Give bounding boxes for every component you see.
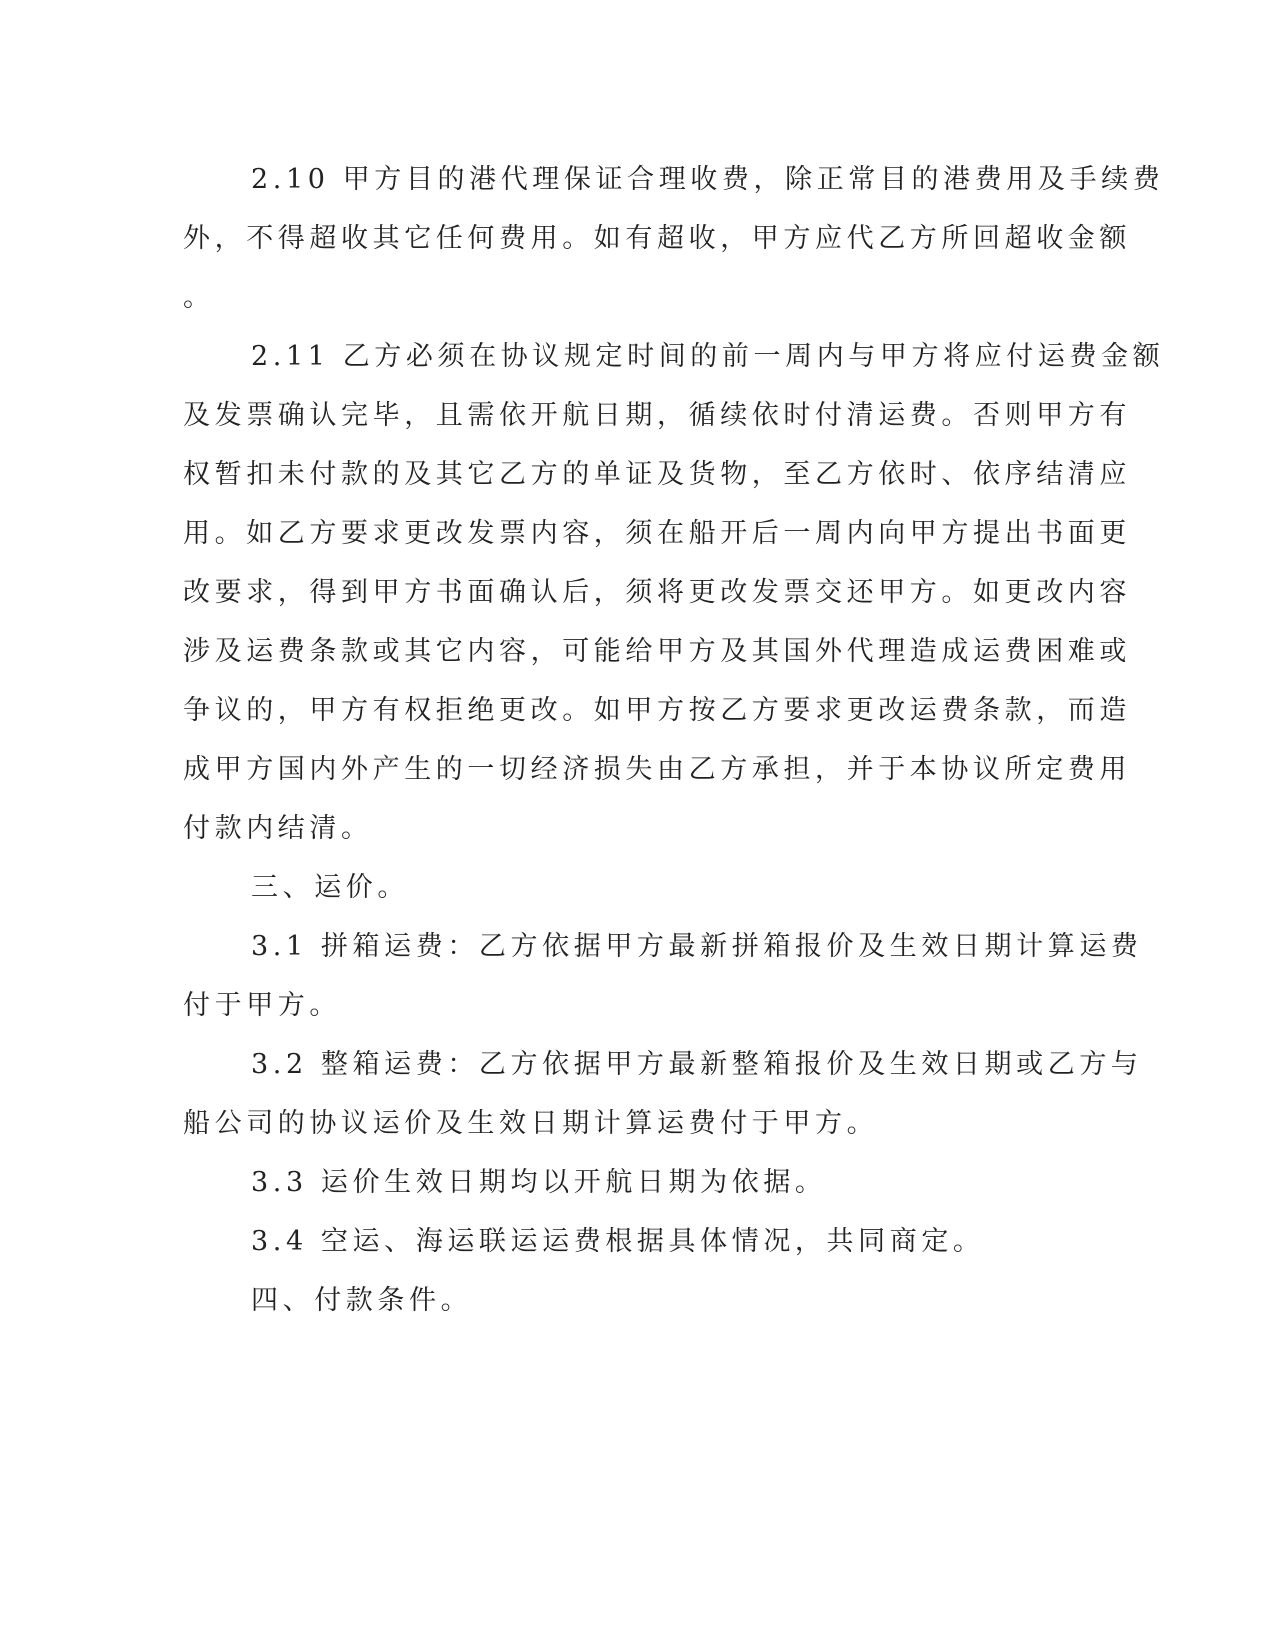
text-line: 2.10 甲方目的港代理保证合理收费，除正常目的港费用及手续费	[251, 164, 1165, 195]
text-line: 成甲方国内外产生的一切经济损失由乙方承担，并于本协议所定费用	[183, 754, 1131, 785]
text-line: 涉及运费条款或其它内容，可能给甲方及其国外代理造成运费困难或	[183, 636, 1131, 667]
text-line: 改要求，得到甲方书面确认后，须将更改发票交还甲方。如更改内容	[183, 577, 1131, 608]
text-line: 及发票确认完毕，且需依开航日期，循续依时付清运费。否则甲方有	[183, 400, 1131, 431]
text-line: 3.4 空运、海运联运运费根据具体情况，共同商定。	[251, 1226, 985, 1257]
text-line: 船公司的协议运价及生效日期计算运费付于甲方。	[183, 1108, 879, 1139]
text-line: 。	[183, 282, 215, 313]
section-heading: 三、运价。	[251, 872, 409, 903]
text-line: 3.2 整箱运费：乙方依据甲方最新整箱报价及生效日期或乙方与	[251, 1049, 1143, 1080]
text-line: 权暂扣未付款的及其它乙方的单证及货物，至乙方依时、依序结清应	[183, 459, 1131, 490]
text-line: 用。如乙方要求更改发票内容，须在船开后一周内向甲方提出书面更	[183, 518, 1131, 549]
text-line: 2.11 乙方必须在协议规定时间的前一周内与甲方将应付运费金额	[251, 341, 1165, 372]
text-line: 付于甲方。	[183, 990, 341, 1021]
section-heading: 四、付款条件。	[251, 1285, 473, 1316]
text-line: 付款内结清。	[183, 813, 373, 844]
text-line: 3.1 拼箱运费：乙方依据甲方最新拼箱报价及生效日期计算运费	[251, 931, 1143, 962]
text-line: 3.3 运价生效日期均以开航日期为依据。	[251, 1167, 827, 1198]
text-line: 外，不得超收其它任何费用。如有超收，甲方应代乙方所回超收金额	[183, 223, 1131, 254]
text-line: 争议的，甲方有权拒绝更改。如甲方按乙方要求更改运费条款，而造	[183, 695, 1131, 726]
